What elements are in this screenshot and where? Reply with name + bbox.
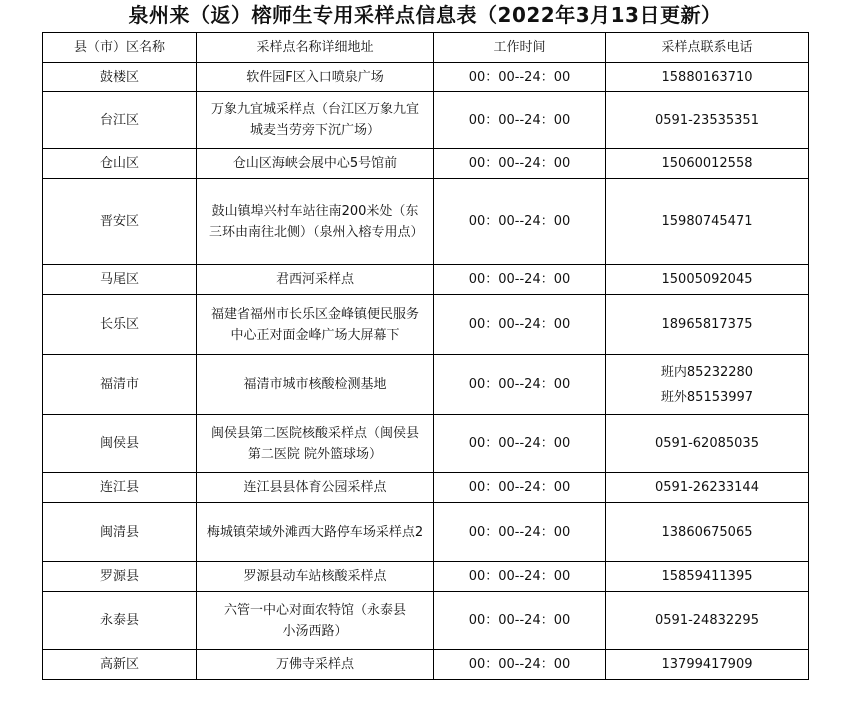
table-row (43, 149, 809, 179)
address-cell: 梅城镇荣域外滩西大路停车场采样点2 (197, 503, 434, 562)
header-phone: 采样点联系电话 (606, 33, 809, 63)
address-cell: 仓山区海峡会展中心5号馆前 (197, 149, 434, 179)
district-cell: 仓山区 (43, 149, 197, 179)
hours-cell: 00：00--24：00 (434, 415, 606, 473)
hours-cell: 00：00--24：00 (434, 179, 606, 265)
address-cell: 鼓山镇埠兴村车站往南200米处（东三环由南往北侧）（泉州入榕专用点） (197, 179, 434, 265)
table-row (43, 503, 809, 562)
phone-cell (606, 92, 809, 149)
phone-cell (606, 415, 809, 473)
hours-cell: 00：00--24：00 (434, 63, 606, 92)
table-row (43, 179, 809, 265)
phone-number: 0591-62085035 (655, 436, 759, 451)
district-cell: 连江县 (43, 473, 197, 503)
hours-cell: 00：00--24：00 (434, 473, 606, 503)
district-cell: 永泰县 (43, 592, 197, 650)
table-body (43, 63, 809, 680)
district-cell: 马尾区 (43, 265, 197, 295)
phone-cell (606, 179, 809, 265)
phone-number: 15980745471 (661, 214, 753, 229)
table-row (43, 415, 809, 473)
phone-cell (606, 562, 809, 592)
page-title: 泉州来（返）榕师生专用采样点信息表（2022年3月13日更新） (128, 3, 722, 27)
table-header-row (43, 33, 809, 63)
phone-number: 15859411395 (661, 569, 753, 584)
hours-cell: 00：00--24：00 (434, 149, 606, 179)
table-row (43, 265, 809, 295)
address-cell: 万象九宜城采样点（台江区万象九宜城麦当劳旁下沉广场） (197, 92, 434, 149)
header-district: 县（市）区名称 (43, 33, 197, 63)
district-cell: 闽侯县 (43, 415, 197, 473)
phone-number: 0591-26233144 (655, 480, 759, 495)
phone-number: 0591-24832295 (655, 613, 759, 628)
hours-cell: 00：00--24：00 (434, 295, 606, 355)
hours-cell: 00：00--24：00 (434, 650, 606, 680)
address-cell: 软件园F区入口喷泉广场 (197, 63, 434, 92)
address-cell: 福清市城市核酸检测基地 (197, 355, 434, 415)
phone-number: 15005092045 (661, 272, 753, 287)
address-cell: 罗源县动车站核酸采样点 (197, 562, 434, 592)
sampling-points-table (42, 32, 809, 680)
phone-number: 18965817375 (661, 317, 753, 332)
table-row (43, 92, 809, 149)
phone-cell (606, 295, 809, 355)
table-row (43, 650, 809, 680)
address-cell: 万佛寺采样点 (197, 650, 434, 680)
header-hours: 工作时间 (434, 33, 606, 63)
hours-cell: 00：00--24：00 (434, 355, 606, 415)
table-row (43, 562, 809, 592)
phone-cell (606, 503, 809, 562)
phone-cell (606, 355, 809, 415)
table-row (43, 63, 809, 92)
hours-cell: 00：00--24：00 (434, 92, 606, 149)
phone-number: 15060012558 (661, 156, 753, 171)
district-cell: 台江区 (43, 92, 197, 149)
address-cell: 福建省福州市长乐区金峰镇便民服务中心正对面金峰广场大屏幕下 (197, 295, 434, 355)
address-cell: 君西河采样点 (197, 265, 434, 295)
phone-cell (606, 63, 809, 92)
hours-cell: 00：00--24：00 (434, 265, 606, 295)
district-cell: 鼓楼区 (43, 63, 197, 92)
district-cell: 闽清县 (43, 503, 197, 562)
hours-cell: 00：00--24：00 (434, 562, 606, 592)
phone-cell (606, 473, 809, 503)
district-cell: 长乐区 (43, 295, 197, 355)
district-cell: 高新区 (43, 650, 197, 680)
address-cell: 闽侯县第二医院核酸采样点（闽侯县第二医院 院外篮球场） (197, 415, 434, 473)
phone-cell (606, 265, 809, 295)
header-address: 采样点名称详细地址 (197, 33, 434, 63)
district-cell: 晋安区 (43, 179, 197, 265)
hours-cell: 00：00--24：00 (434, 503, 606, 562)
table-row (43, 473, 809, 503)
phone-number: 班外85153997 (660, 389, 754, 405)
phone-number: 班内85232280 (660, 364, 754, 380)
phone-number: 0591-23535351 (655, 112, 759, 128)
table-row (43, 355, 809, 415)
phone-cell (606, 592, 809, 650)
table-row (43, 592, 809, 650)
district-cell: 罗源县 (43, 562, 197, 592)
table-row (43, 295, 809, 355)
phone-number: 13799417909 (661, 657, 753, 672)
district-cell: 福清市 (43, 355, 197, 415)
address-cell: 六管一中心对面农特馆（永泰县小汤西路） (197, 592, 434, 650)
phone-cell (606, 650, 809, 680)
hours-cell: 00：00--24：00 (434, 592, 606, 650)
phone-number: 13860675065 (661, 524, 753, 540)
phone-cell (606, 149, 809, 179)
phone-number: 15880163710 (661, 69, 753, 85)
address-cell: 连江县县体育公园采样点 (197, 473, 434, 503)
